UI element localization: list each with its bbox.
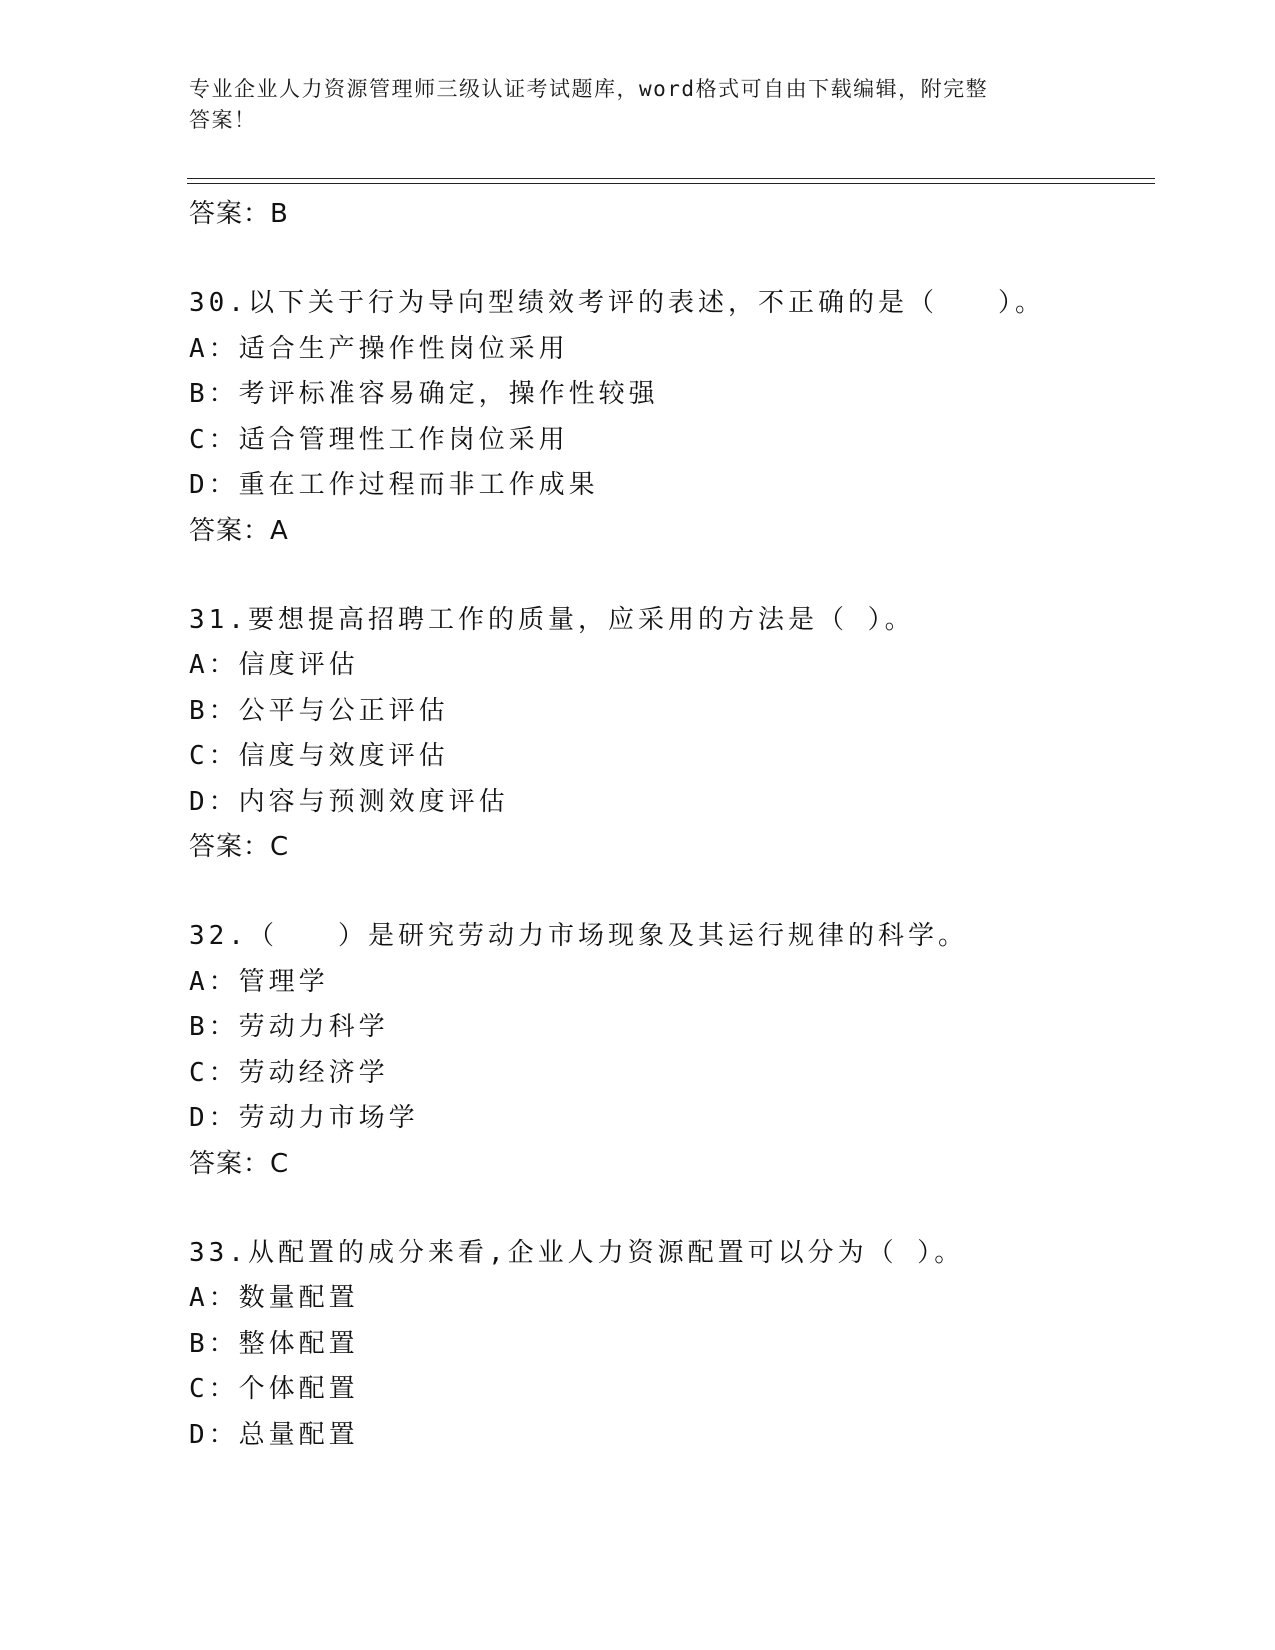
page-header — [189, 74, 1089, 136]
question-33 — [189, 1231, 1149, 1459]
header-divider-top — [187, 178, 1155, 179]
option-a: A：数量配置 — [189, 1283, 359, 1313]
option-a: A：信度评估 — [189, 650, 359, 680]
answer-line: 答案：B — [189, 199, 289, 229]
option-d: D：重在工作过程而非工作成果 — [189, 470, 599, 500]
option-b: B：公平与公正评估 — [189, 695, 449, 726]
option-c: C：适合管理性工作岗位采用 — [189, 424, 569, 455]
option-a: A：管理学 — [189, 966, 329, 997]
option-c: C：个体配置 — [189, 1374, 359, 1404]
spacer — [189, 554, 1149, 598]
question-stem: 33.从配置的成分来看,企业人力资源配置可以分为（ ）。 — [189, 1237, 965, 1268]
answer-line: 答案：A — [189, 515, 289, 546]
question-31 — [189, 598, 1149, 871]
answer-line: 答案：C — [189, 1148, 290, 1179]
spacer — [189, 870, 1149, 914]
spacer — [189, 1187, 1149, 1231]
question-content — [189, 192, 1149, 1458]
option-d: D：劳动力市场学 — [189, 1103, 419, 1133]
question-30 — [189, 281, 1149, 554]
answer-line: 答案：C — [189, 832, 290, 862]
option-d: D：总量配置 — [189, 1419, 359, 1450]
question-stem: 30.以下关于行为导向型绩效考评的表述，不正确的是（ ）。 — [189, 288, 1045, 318]
question-stem: 31.要想提高招聘工作的质量，应采用的方法是（ ）。 — [189, 604, 915, 635]
option-b: B：劳动力科学 — [189, 1012, 389, 1042]
question-32 — [189, 914, 1149, 1187]
option-b: B：整体配置 — [189, 1328, 359, 1359]
option-c: C：劳动经济学 — [189, 1057, 389, 1088]
option-a: A：适合生产操作性岗位采用 — [189, 333, 569, 364]
header-line-1: 专业企业人力资源管理师三级认证考试题库，word格式可自由下载编辑，附完整 — [189, 77, 989, 101]
option-b: B：考评标准容易确定，操作性较强 — [189, 379, 659, 409]
option-c: C：信度与效度评估 — [189, 741, 449, 771]
header-divider-bottom — [187, 183, 1155, 184]
question-stem: 32.（ ）是研究劳动力市场现象及其运行规律的科学。 — [189, 921, 968, 951]
option-d: D：内容与预测效度评估 — [189, 786, 509, 817]
spacer — [189, 237, 1149, 281]
header-line-2: 答案！ — [189, 108, 257, 132]
